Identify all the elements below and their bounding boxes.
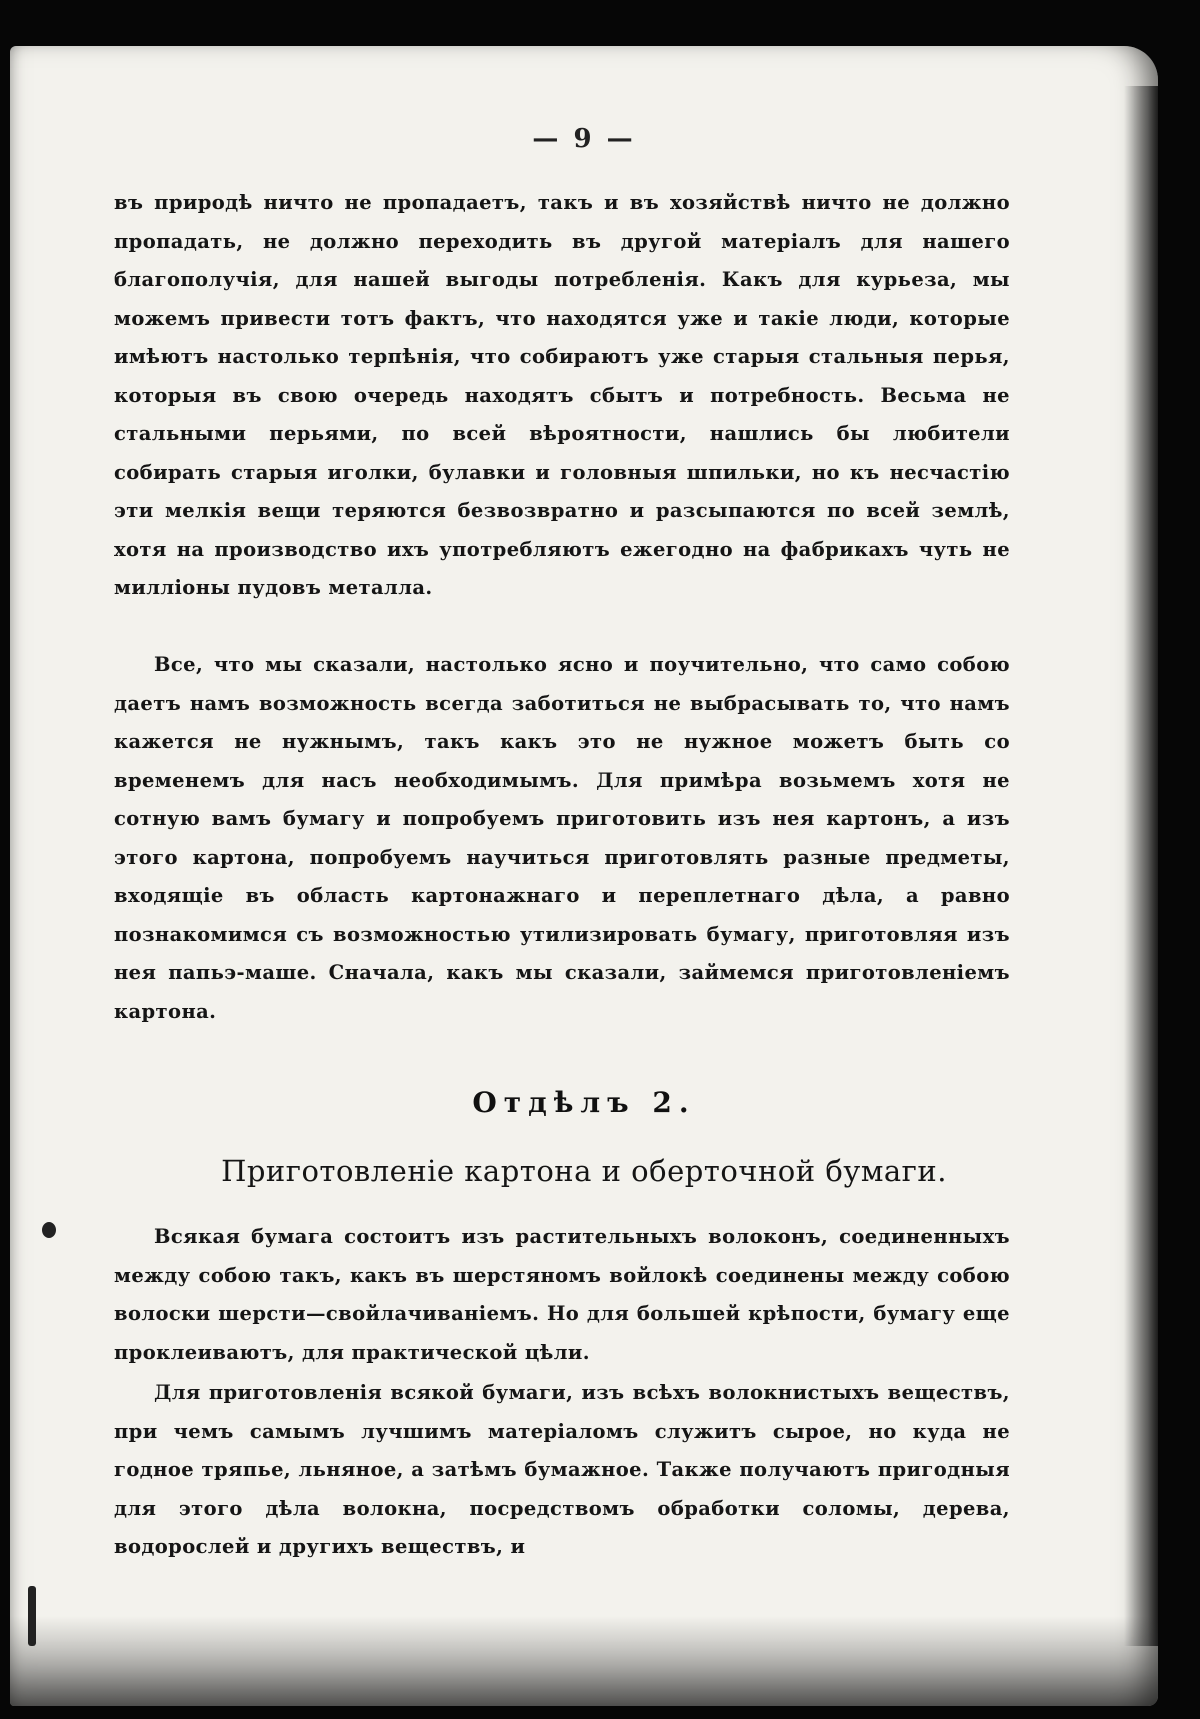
book-page — [10, 46, 1158, 1706]
ink-spot — [42, 1222, 56, 1238]
section-subtitle: Приготовленіе картона и оберточной бумаги. — [221, 1154, 947, 1188]
paragraph-continued: въ природѣ ничто не пропадаетъ, такъ и въ хозяйствѣ ничто не должно пропадать, не должно переходить въ другой матеріалъ для нашего благополучія, для нашей выгоды потребленія. Какъ для курьеза, мы можемъ привести тотъ фактъ, что находятся уже и такіе люди, которые имѣютъ настолько терпѣнія, что собираютъ уже старыя стальныя перья, которыя въ свою очередь находятъ сбытъ и потребность. Весьма не стальными перьями, по всей вѣроятности, нашлись бы любители собирать старыя иголки, булавки и головныя шпильки, но къ несчастію эти мелкія вещи теряются безвозвратно и разсыпаются по всей землѣ, хотя на производство ихъ употребляютъ ежегодно на фабрикахъ чуть не милліоны пудовъ металла. — [114, 191, 1010, 599]
page-edge-shadow — [1124, 86, 1158, 1646]
page-number: — 9 — — [532, 124, 636, 154]
margin-smudge — [28, 1586, 36, 1646]
section-heading: Отдѣлъ 2. — [472, 1086, 696, 1119]
paragraph-summary: Все, что мы сказали, настолько ясно и поучительно, что само собою даетъ намъ возможность всегда заботиться не выбрасывать то, что намъ кажется не нужнымъ, такъ какъ это не нужное можетъ быть со временемъ для насъ необходимымъ. Для примѣра возьмемъ хотя не сотную вамъ бумагу и попробуемъ приготовить изъ нея картонъ, а изъ этого картона, попробуемъ научиться приготовлять разные предметы, входящіе въ область картонажнаго и переплетнаго дѣла, а равно познакомимся съ возможностью утилизировать бумагу, приготовляя изъ нея папьэ-маше. Сначала, какъ мы сказали, займемся приготовленіемъ картона. — [114, 653, 1010, 1023]
paragraph-paper-composition: Всякая бумага состоитъ изъ растительныхъ волоконъ, соединенныхъ между собою такъ, какъ въ шерстяномъ войлокѣ соединены между собою волоски шерсти—свойлачиваніемъ. Но для большей крѣпости, бумагу еще проклеиваютъ, для практической цѣли. — [114, 1225, 1010, 1364]
paragraph-paper-materials: Для приготовленія всякой бумаги, изъ всѣхъ волокнистыхъ веществъ, при чемъ самымъ лучшимъ матеріаломъ служитъ сырое, но куда не годное тряпье, льняное, а затѣмъ бумажное. Также получаютъ пригодныя для этого дѣла волокна, посредствомъ обработки соломы, дерева, водорослей и другихъ веществъ, и — [114, 1381, 1010, 1558]
page-bottom-shadow — [10, 1616, 1158, 1706]
